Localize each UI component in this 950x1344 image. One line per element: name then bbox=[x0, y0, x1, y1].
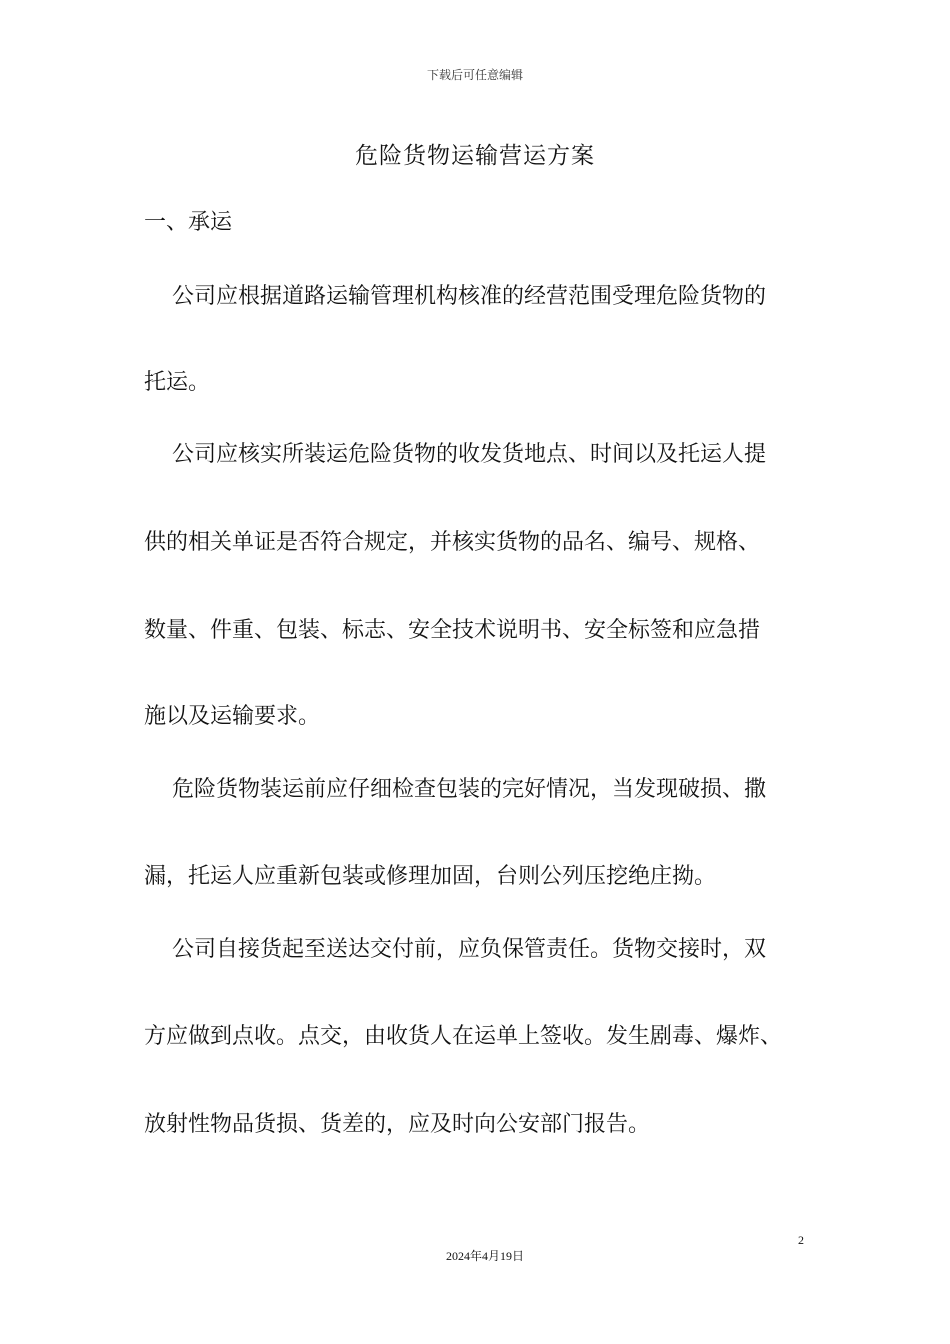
paragraph-line: 公司应根据道路运输管理机构核准的经营范围受理危险货物的 bbox=[172, 284, 767, 309]
section-heading: 一、承运 bbox=[144, 210, 233, 235]
paragraph-line: 数量、件重、包装、标志、安全技术说明书、安全标签和应急措 bbox=[144, 618, 761, 643]
footer-date: 2024年4月19日 bbox=[445, 1249, 524, 1263]
paragraph-line: 供的相关单证是否符合规定，并核实货物的品名、编号、规格、 bbox=[144, 530, 761, 555]
paragraph-line: 公司自接货起至送达交付前，应负保管责任。货物交接时，双 bbox=[172, 937, 767, 962]
paragraph-line: 放射性物品货损、货差的，应及时向公安部门报告。 bbox=[144, 1112, 651, 1137]
paragraph-line: 方应做到点收。点交，由收货人在运单上签收。发生剧毒、爆炸、 bbox=[144, 1024, 783, 1049]
paragraph-line: 托运。 bbox=[144, 370, 211, 395]
paragraph-line: 施以及运输要求。 bbox=[144, 704, 321, 729]
page-number: 2 bbox=[798, 1233, 804, 1247]
paragraph-line: 危险货物装运前应仔细检查包装的完好情况，当发现破损、撒 bbox=[172, 777, 767, 802]
paragraph-line: 公司应核实所装运危险货物的收发货地点、时间以及托运人提 bbox=[172, 442, 767, 467]
document-title: 危险货物运输营运方案 bbox=[355, 143, 595, 169]
paragraph-line: 漏，托运人应重新包装或修理加固，台则公列压挖绝庄拗。 bbox=[144, 864, 717, 889]
page-header: 下载后可任意编辑 bbox=[426, 68, 523, 82]
